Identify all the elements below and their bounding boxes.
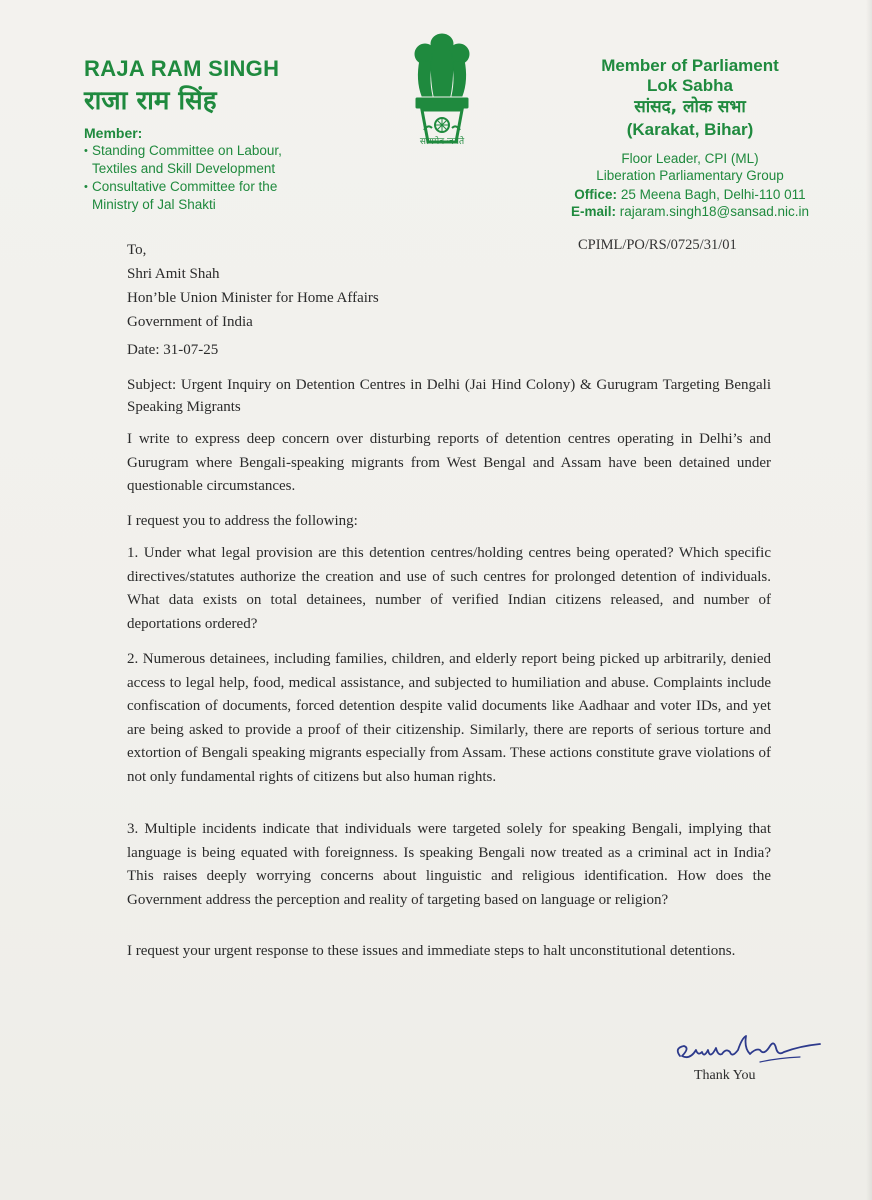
- letterhead-left: [84, 56, 384, 214]
- committee-list: [84, 142, 384, 214]
- committee-item: [84, 142, 384, 178]
- office-label: Office:: [574, 187, 618, 202]
- addressee-line: To,: [127, 242, 147, 258]
- paragraph: I request you to address the following:: [127, 513, 358, 529]
- closing: Thank You: [694, 1068, 756, 1083]
- letterhead-right: [560, 56, 820, 220]
- addressee-line: Hon’ble Union Minister for Home Affairs: [127, 290, 379, 306]
- emblem-caption: सत्यमेव जयते: [419, 137, 465, 147]
- bullet: •: [84, 145, 88, 157]
- email-label: E-mail:: [570, 204, 616, 219]
- office-address: [560, 186, 820, 203]
- email-address: [560, 203, 820, 220]
- email-value: rajaram.singh18@sansad.nic.in: [619, 204, 810, 219]
- committee-line: Standing Committee on Labour,: [92, 143, 282, 158]
- reference-number: CPIML/PO/RS/0725/31/01: [578, 237, 737, 253]
- committee-text: [92, 142, 282, 178]
- floor-leader-line: Floor Leader, CPI (ML): [621, 151, 759, 166]
- mp-name: RAJA RAM SINGH: [84, 56, 280, 81]
- committee-line: Consultative Committee for the: [92, 179, 278, 194]
- paragraph: 1. Under what legal provision are this detention centres/holding centres being operated? Which specific directives/statutes authorize the creation and use of such centres for prolonged detention of individuals. What data exists on total detainees, number of verified Indian citizens released, and number of deportations ordered?: [127, 545, 771, 632]
- paragraph: 2. Numerous detainees, including families, children, and elderly report being picked up arbitrarily, denied access to legal help, food, medical assistance, and subjected to humiliation and abuse. Complaints include confiscation of documents, forced detention despite valid documents like Aadhaar and voter IDs, and yet are being asked to provide a proof of their citizenship. Similarly, there are reports of serious torture and extortion of Bengali speaking migrants especially from Assam. These actions constitute grave violations of not only fundamental rights of citizens but also human rights.: [127, 651, 771, 785]
- committee-line: Textiles and Skill Development: [92, 161, 276, 176]
- mp-title: Member of Parliament: [601, 56, 779, 75]
- letter-subject: Subject: Urgent Inquiry on Detention Centres in Delhi (Jai Hind Colony) & Gurugram Targeting Bengali Speaking Migrants: [127, 377, 771, 415]
- addressee-line: Government of India: [127, 314, 253, 330]
- floor-leader: [560, 150, 820, 184]
- letter-date: Date: 31-07-25: [127, 342, 219, 358]
- member-label: Member:: [84, 125, 143, 141]
- paragraph: 3. Multiple incidents indicate that individuals were targeted solely for speaking Bengali, implying that language is being equated with foreignness. Is speaking Bengali now treated as a criminal act in India? This raises deeply worrying concerns about linguistic and religious identification. How does the Government address the perception and reality of targeting based on language or religion?: [127, 821, 771, 908]
- mp-name-hindi: राजा राम सिंह: [84, 86, 217, 116]
- committee-text: [92, 178, 277, 214]
- paragraph: I write to express deep concern over disturbing reports of detention centres operating in Delhi’s and Gurugram where Bengali-speaking migrants from West Bengal and Assam have been detained under questionable circumstances.: [127, 431, 771, 494]
- committee-line: Ministry of Jal Shakti: [92, 197, 216, 212]
- floor-leader-line: Liberation Parliamentary Group: [596, 168, 784, 183]
- addressee-block: [127, 238, 379, 334]
- bullet: •: [84, 181, 88, 193]
- committee-item: [84, 178, 384, 214]
- paragraph: I request your urgent response to these issues and immediate steps to halt unconstitutional detentions.: [127, 943, 736, 959]
- page-edge: [866, 0, 872, 1200]
- addressee-line: Shri Amit Shah: [127, 266, 220, 282]
- house-name: Lok Sabha: [647, 76, 733, 95]
- house-name-hindi: सांसद, लोक सभा: [634, 97, 746, 117]
- constituency: (Karakat, Bihar): [626, 120, 754, 139]
- office-value: 25 Meena Bagh, Delhi-110 011: [620, 187, 806, 202]
